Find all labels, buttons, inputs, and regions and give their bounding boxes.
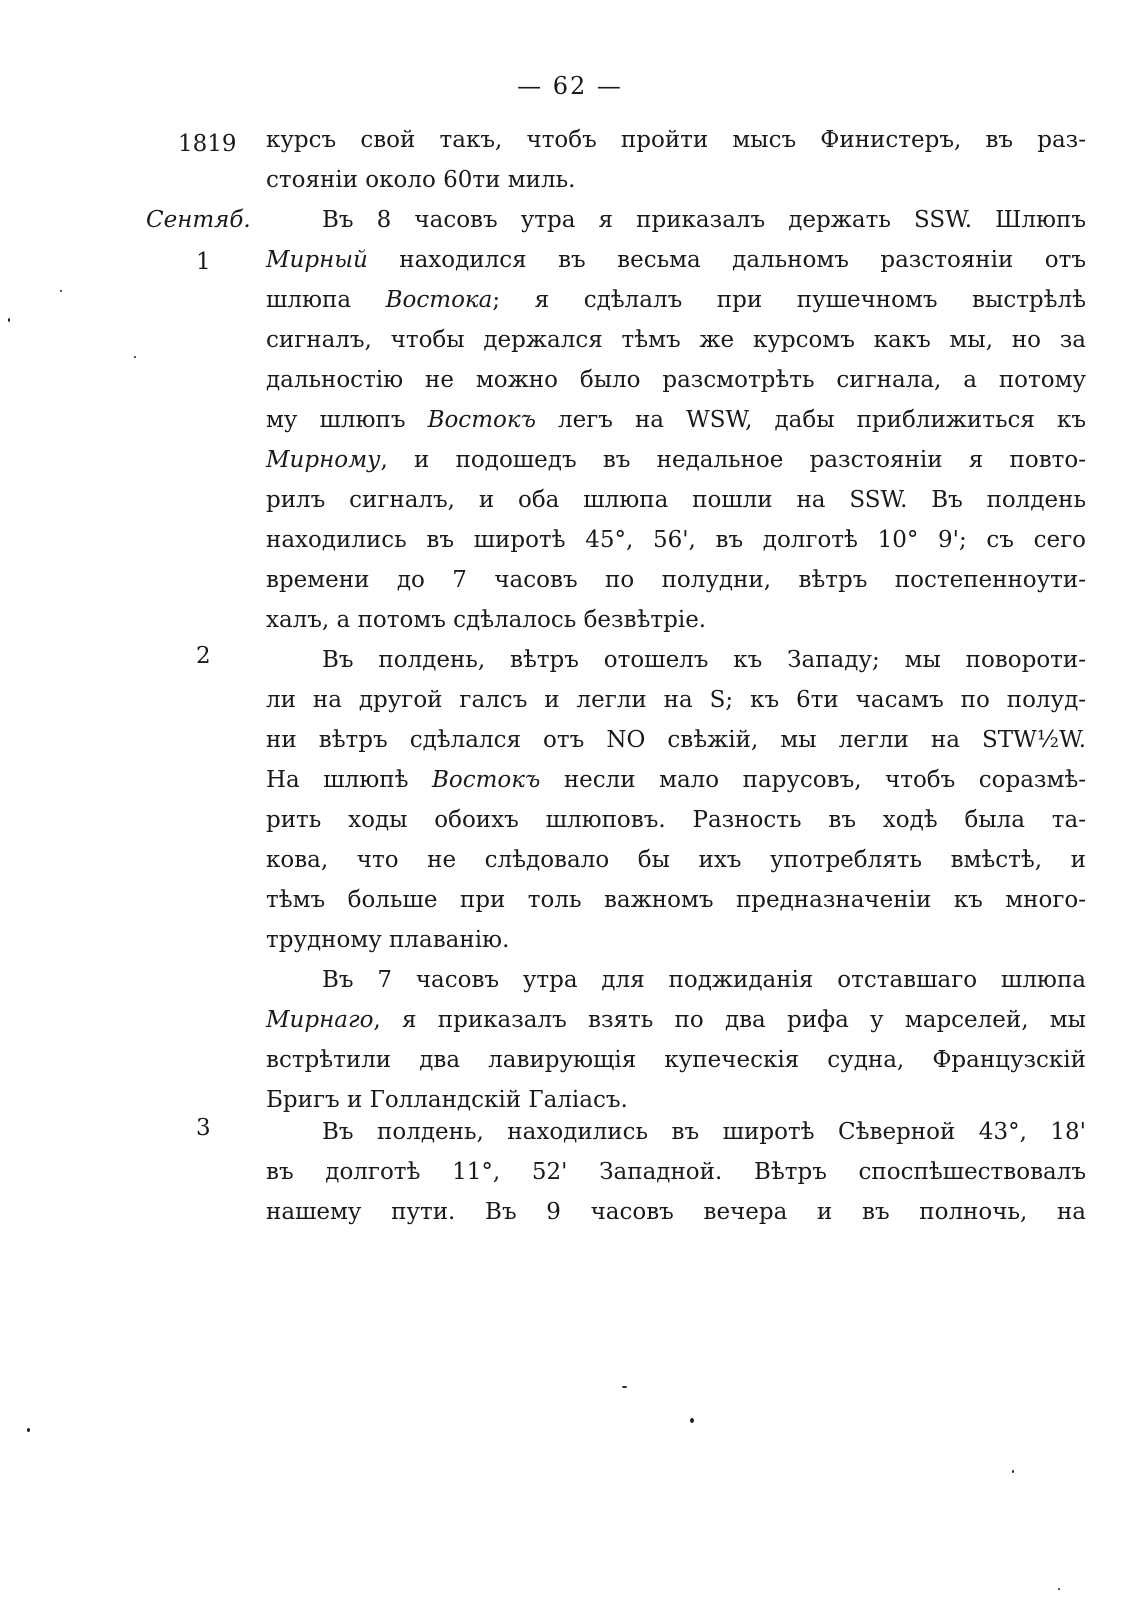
text-line: въ долготѣ 11°, 52' Западной. Вѣтръ споспѣшествовалъ	[266, 1159, 1086, 1185]
text-line: находились въ широтѣ 45°, 56', въ долготѣ 10° 9'; съ сего	[266, 527, 1086, 553]
text-line: курсъ свой такъ, чтобъ пройти мысъ Финистеръ, въ раз-	[266, 127, 1086, 153]
text-line: Въ 8 часовъ утра я приказалъ держать SSW. Шлюпъ	[322, 207, 1086, 233]
scan-speck	[1058, 1588, 1060, 1590]
text-line: ни вѣтръ сдѣлался отъ NO свѣжій, мы легли на STW½W.	[266, 727, 1086, 753]
scan-speck	[1012, 1470, 1014, 1473]
text-line: тѣмъ больше при толь важномъ предназначеніи къ много-	[266, 887, 1086, 913]
margin-month: Сентяб.	[146, 207, 251, 233]
text-line: сигналъ, чтобы держался тѣмъ же курсомъ какъ мы, но за	[266, 327, 1086, 353]
ship-name: Востокъ	[427, 407, 536, 433]
ship-name: Востока	[385, 287, 493, 313]
ship-name: Мирнаго	[266, 1007, 374, 1033]
text-line: му шлюпъ Востокъ легъ на WSW, дабы приближиться къ	[266, 407, 1086, 433]
scan-speck	[134, 356, 136, 358]
ship-name: Мирный	[266, 247, 368, 273]
text-line: встрѣтили два лавирующія купеческія судна, Французскій	[266, 1047, 1086, 1073]
scan-speck	[60, 290, 62, 292]
scan-speck	[27, 1428, 30, 1432]
text-line: рить ходы обоихъ шлюповъ. Разность въ ходѣ была та-	[266, 807, 1086, 833]
text-line: Въ полдень, находились въ широтѣ Сѣверной 43°, 18'	[322, 1119, 1086, 1145]
text-line: рилъ сигналъ, и оба шлюпа пошли на SSW. Въ полдень	[266, 487, 1086, 513]
text-line: Бригъ и Голландскій Галіасъ.	[266, 1087, 628, 1113]
text-line: времени до 7 часовъ по полудни, вѣтръ постепенноути-	[266, 567, 1086, 593]
margin-day-1: 1	[196, 249, 211, 275]
text-line: стояніи около 60ти миль.	[266, 167, 576, 193]
margin-year: 1819	[178, 131, 237, 157]
text-line: Въ полдень, вѣтръ отошелъ къ Западу; мы повороти-	[322, 647, 1086, 673]
margin-day-2: 2	[196, 643, 211, 669]
text-line: Мирному, и подошедъ въ недальное разстояніи я повто-	[266, 447, 1086, 473]
text-line: кова, что не слѣдовало бы ихъ употреблять вмѣстѣ, и	[266, 847, 1086, 873]
text-line: Въ 7 часовъ утра для поджиданія отставшаго шлюпа	[322, 967, 1086, 993]
text-line: трудному плаванію.	[266, 927, 510, 953]
ship-name: Мирному	[266, 447, 381, 473]
scan-speck	[622, 1386, 627, 1388]
text-line: шлюпа Востока; я сдѣлалъ при пушечномъ выстрѣлѣ	[266, 287, 1086, 313]
text-line: Мирный находился въ весьма дальномъ разстояніи отъ	[266, 247, 1086, 273]
text-line: нашему пути. Въ 9 часовъ вечера и въ полночь, на	[266, 1199, 1086, 1225]
scan-speck	[8, 318, 10, 322]
ship-name: Востокъ	[431, 767, 541, 793]
margin-day-3: 3	[196, 1115, 211, 1141]
text-line: ли на другой галсъ и легли на S; къ 6ти часамъ по полуд-	[266, 687, 1086, 713]
text-line: халъ, а потомъ сдѣлалось безвѣтріе.	[266, 607, 707, 633]
text-line: Мирнаго, я приказалъ взять по два рифа у марселей, мы	[266, 1007, 1086, 1033]
page-number: — 62 —	[517, 72, 623, 100]
scan-speck	[690, 1418, 694, 1423]
text-line: На шлюпѣ Востокъ несли мало парусовъ, чтобъ соразмѣ-	[266, 767, 1087, 793]
text-line: дальностію не можно было разсмотрѣть сигнала, а потому	[266, 367, 1086, 393]
